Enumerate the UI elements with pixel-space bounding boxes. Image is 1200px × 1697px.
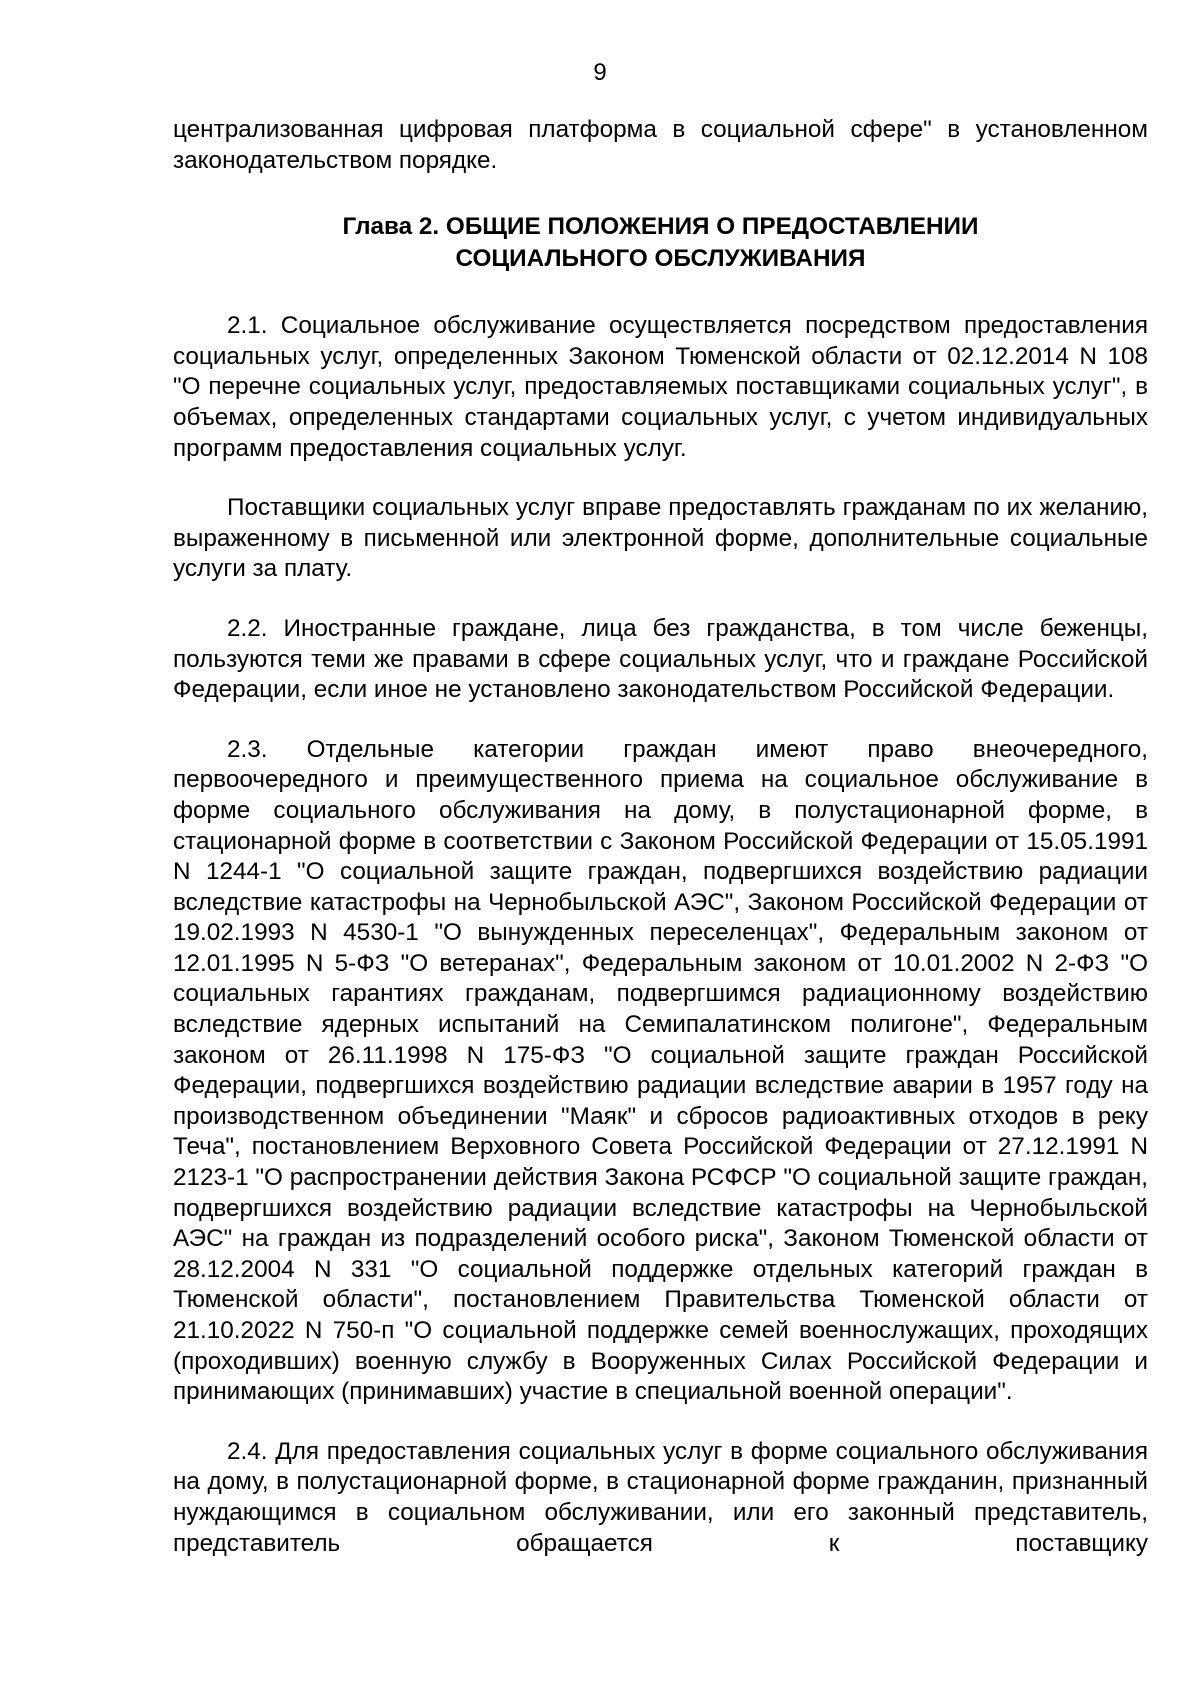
paragraph-2-1-suppliers: Поставщики социальных услуг вправе предоставлять гражданам по их желанию, выраженному в письменной или электронной форме, дополнительные социальные услуги за плату. [173,494,1148,583]
page-number: 9 [593,59,607,86]
paragraph-2-2: 2.2. Иностранные граждане, лица без гражданства, в том числе беженцы, пользуются теми же правами в сфере социальных услуг, что и граждане Российской Федерации, если иное не установлено законодательством Российской Федерации. [173,614,1148,704]
chapter-heading [173,211,1148,275]
continuation-text: централизованная цифровая платформа в социальной сфере" в установленном законодательством порядке. [173,116,1148,174]
paragraph-2-3: 2.3. Отдельные категории граждан имеют право внеочередного, первоочередного и преимущественного приема на социальное обслуживание в форме социального обслуживания на дому, в полустационарной форме, в стационарной форме в соответствии с Законом Российской Федерации от 15.05.1991 N 1244-1 "О социальной защите граждан, подвергшихся воздействию радиации вследствие катастрофы на Чернобыльской АЭС", Законом Российской Федерации от 19.02.1993 N 4530-1 "О вынужденных переселенцах", Федеральным законом от 12.01.1995 N 5-ФЗ "О ветеранах", Федеральным законом от 10.01.2002 N 2-ФЗ "О социальных гарантиях гражданам, подвергшимся радиационному воздействию вследствие ядерных испытаний на Семипалатинском полигоне", Федеральным законом от 26.11.1998 N 175-ФЗ "О социальной защите граждан Российской Федерации, подвергшихся воздействию радиации вследствие аварии в 1957 году на производственном объединении "Маяк" и сбросов радиоактивных отходов в реку Теча", постановлением Верховного Совета Российской Федерации от 27.12.1991 N 2123-1 "О распространении действия Закона РСФСР "О социальной защите граждан, подвергшихся воздействию радиации вследствие катастрофы на Чернобыльской АЭС" на граждан из подразделений особого риска", Законом Тюменской области от 28.12.2004 N 331 "О социальной поддержке отдельных категорий граждан в Тюменской области", постановлением Правительства Тюменской области от 21.10.2022 N 750-п "О социальной поддержке семей военнослужащих, проходящих (проходивших) военную службу в Вооруженных Силах Российской Федерации и принимающих (принимавших) участие в специальной военной операции". [173,735,1148,1406]
document-body [173,115,1148,1559]
paragraph-2-4: 2.4. Для предоставления социальных услуг в форме социального обслуживания на дому, в полустационарной форме, в стационарной форме гражданин, признанный нуждающимся в социальном обслуживании, или его законный представитель, представитель обращается к поставщику [173,1437,1148,1557]
chapter-heading-line-2: СОЦИАЛЬНОГО ОБСЛУЖИВАНИЯ [455,245,866,273]
chapter-heading-line-1: Глава 2. ОБЩИЕ ПОЛОЖЕНИЯ О ПРЕДОСТАВЛЕНИИ [342,213,979,241]
paragraph-2-1: 2.1. Социальное обслуживание осуществляется посредством предоставления социальных услуг, определенных Законом Тюменской области от 02.12.2014 N 108 "О перечне социальных услуг, предоставляемых поставщиками социальных услуг", в объемах, определенных стандартами социальных услуг, с учетом индивидуальных программ предоставления социальных услуг. [173,312,1148,462]
